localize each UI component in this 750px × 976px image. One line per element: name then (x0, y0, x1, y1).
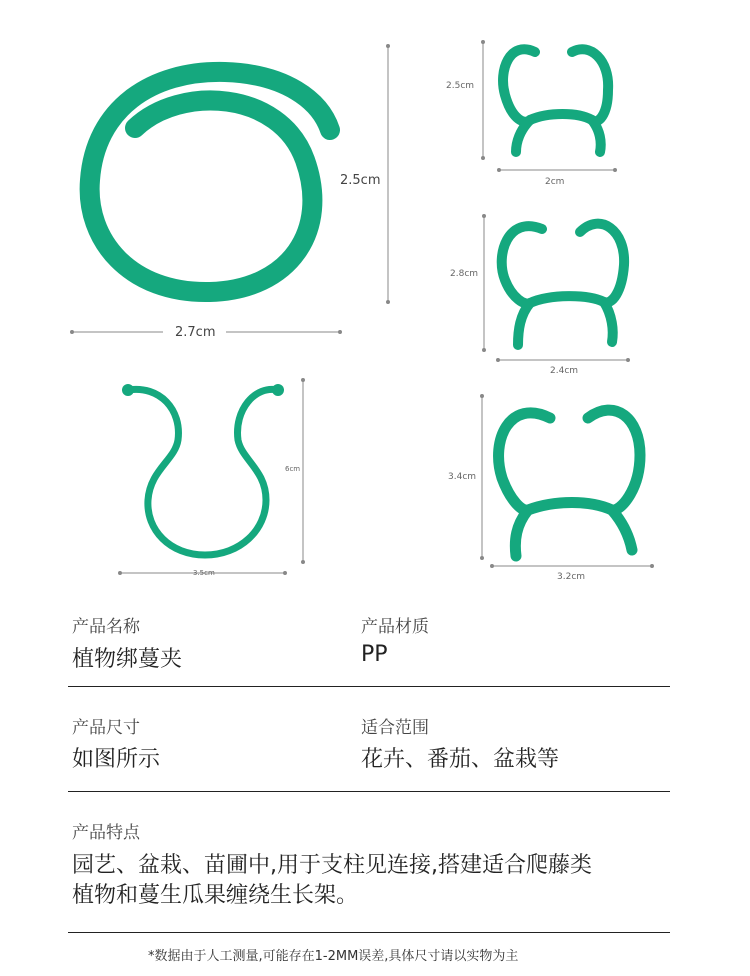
spiral-height-label: 2.5cm (340, 173, 381, 188)
usage-label: 适合范围 (361, 718, 429, 738)
footnote: *数据由于人工测量,可能存在1-2MM误差,具体尺寸请以实物为主 (148, 949, 519, 964)
large-clip-height-label: 3.4cm (448, 472, 477, 482)
medium-clip-height-label: 2.8cm (450, 269, 479, 279)
small-clip-width-label: 2cm (545, 177, 565, 187)
divider-2 (68, 791, 670, 792)
large-clip-width-label: 3.2cm (557, 572, 586, 582)
feature-label: 产品特点 (72, 823, 140, 843)
hook-clip-image (128, 389, 278, 555)
size-label: 产品尺寸 (72, 718, 140, 738)
divider-3 (68, 932, 670, 933)
large-clip-image (499, 410, 640, 556)
feature-line-1: 园艺、盆栽、苗圃中,用于支柱见连接,搭建适合爬藤类 (72, 853, 592, 878)
material-label: 产品材质 (361, 617, 429, 637)
usage-value: 花卉、番茄、盆栽等 (361, 747, 560, 772)
product-name-label: 产品名称 (72, 617, 140, 637)
small-clip-image (503, 49, 608, 152)
spiral-clip-image (90, 72, 330, 292)
hook-clip-height-label: 6cm (285, 465, 301, 473)
material-value: PP (361, 642, 388, 667)
feature-line-2: 植物和蔓生瓜果缠绕生长架。 (72, 883, 359, 908)
product-name-value: 植物绑蔓夹 (72, 647, 183, 672)
divider-1 (68, 686, 670, 687)
medium-clip-image (502, 224, 624, 345)
spiral-width-label: 2.7cm (175, 325, 216, 340)
medium-clip-width-label: 2.4cm (550, 366, 579, 376)
hook-clip-width-label: 3.5cm (193, 569, 215, 577)
size-value: 如图所示 (72, 747, 161, 772)
small-clip-height-label: 2.5cm (446, 81, 475, 91)
